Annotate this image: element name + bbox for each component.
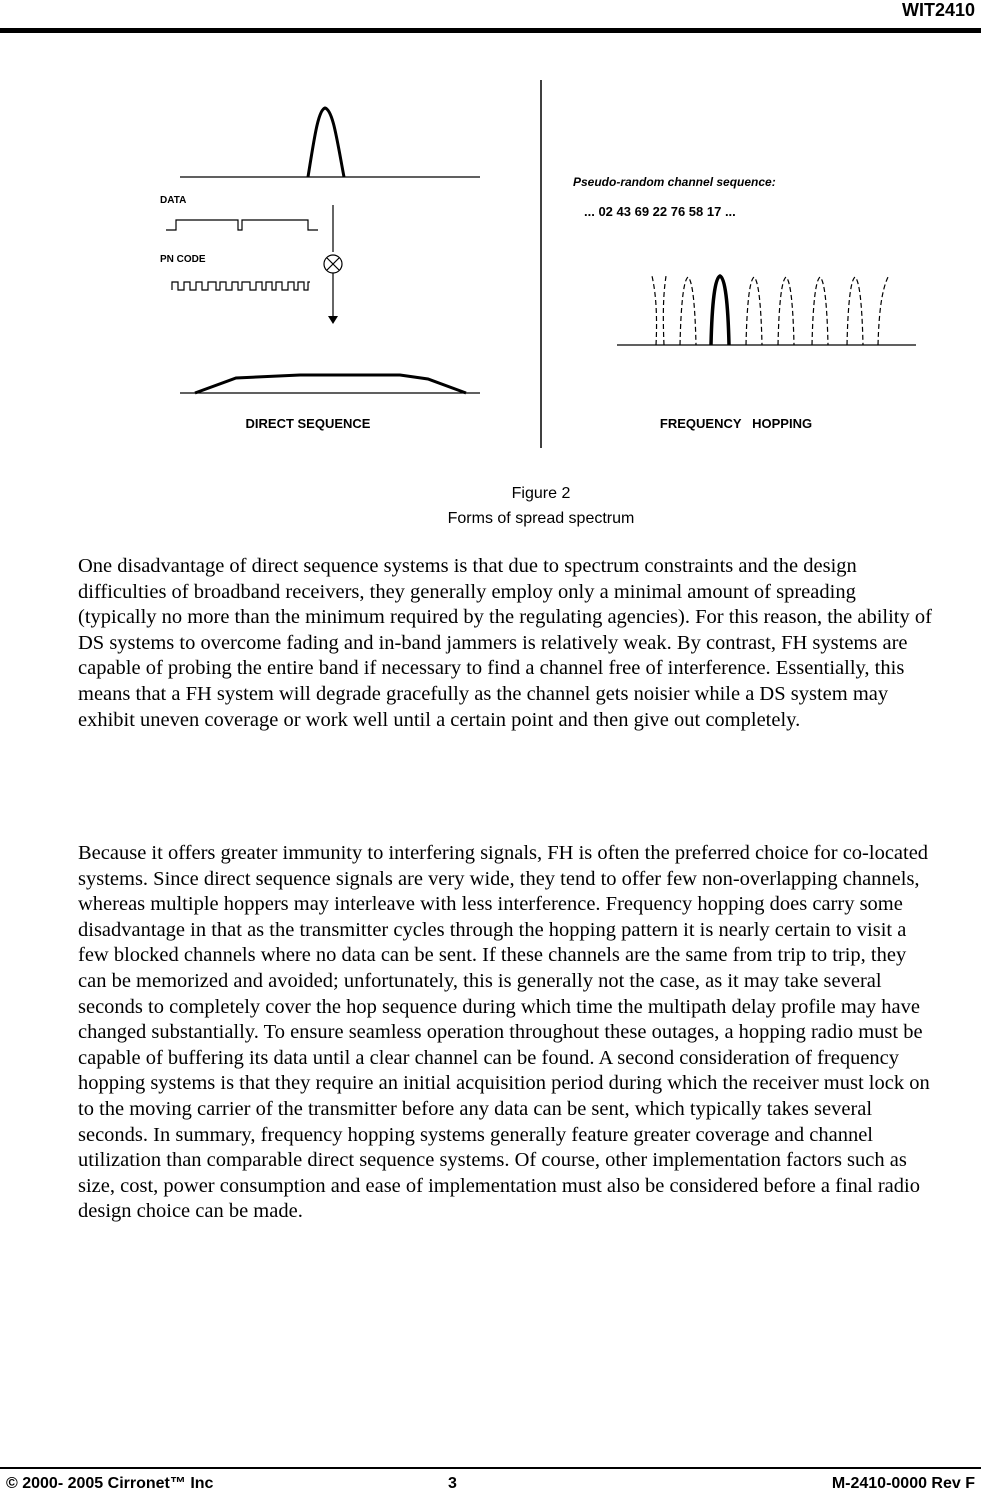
fh-hop-active <box>711 276 729 345</box>
fh-hop-3 <box>746 277 762 345</box>
paragraph-2: Because it offers greater immunity to interfering signals, FH is often the preferred choice for co-located systems. Since direct sequence signals are very wide, they tend to offer few non-overlapping channels, whereas multiple hoppers may interleave with less interference. Frequency hopping does carry some disadvantage in that as the transmitter cycles through the hopping pattern it is nearly certain to visit a few blocked channels where no data can be sent. If these channels are the same from trip to trip, they can be memorized and avoided; unfortunately, this is generally not the case, as it may take several seconds to completely cover the hop sequence during which time the multipath delay profile may have changed substantially. To ensure seamless operation throughout these outages, a hopping radio must be capable of buffering its data until a clear channel can be found. A second consideration of frequency hopping systems is that they require an initial acquisition period during which the receiver must lock on to the moving carrier of the transmitter before any data can be sent, which typically takes several seconds. In summary, frequency hopping systems generally feature greater coverage and channel utilization than comparable direct sequence systems. Of course, other implementation factors such as size, cost, power consumption and ease of implementation must also be considered before a final radio design choice can be made. <box>78 842 930 1223</box>
fh-hop-1 <box>652 276 666 345</box>
figure-caption-number: Figure 2 <box>511 485 571 502</box>
figure-caption-title: Forms of spread spectrum <box>447 510 635 527</box>
data-label: DATA <box>160 195 187 206</box>
footer-page-number: 3 <box>448 1475 457 1492</box>
fh-sequence-title: Pseudo-random channel sequence: <box>573 175 776 189</box>
header-rule <box>0 28 981 33</box>
header-title: WIT2410 <box>901 0 975 20</box>
pn-code-waveform <box>172 282 310 290</box>
fh-title: FREQUENCY HOPPING <box>659 416 813 431</box>
fh-hop-6 <box>847 277 863 345</box>
pn-code-label: PN CODE <box>160 254 206 265</box>
fh-hop-5 <box>812 277 828 345</box>
footer-copyright: © 2000- 2005 Cirronet™ Inc <box>6 1475 214 1492</box>
fh-hop-4 <box>778 277 794 345</box>
spread-spectrum-figure <box>0 60 981 460</box>
ds-title: DIRECT SEQUENCE <box>245 416 371 431</box>
fh-hop-7 <box>878 277 888 345</box>
footer-rule <box>0 1467 981 1469</box>
data-waveform <box>166 220 318 230</box>
fh-hop-2 <box>680 277 696 345</box>
fh-sequence-values: ... 02 43 69 22 76 58 17 ... <box>584 204 736 219</box>
mixer-output-arrowhead <box>328 316 338 324</box>
footer-doc-id: M-2410-0000 Rev F <box>831 1475 975 1492</box>
ds-spread-spectrum <box>195 375 466 393</box>
ds-narrow-peak <box>308 108 344 177</box>
paragraph-1: One disadvantage of direct sequence systems is that due to spectrum constraints and the design difficulties of broadband receivers, they generally employ only a minimal amount of spreading (typically no more than the minimum required by the regulating agencies). For this reason, the ability of DS systems to overcome fading and in-band jammers is relatively weak. By contrast, FH systems are capable of probing the entire band if necessary to find a channel free of interference. Essentially, this means that a FH system will degrade gracefully as the channel gets noisier while a DS system may exhibit uneven coverage or work well until a certain point and then give out completely. <box>78 555 932 731</box>
